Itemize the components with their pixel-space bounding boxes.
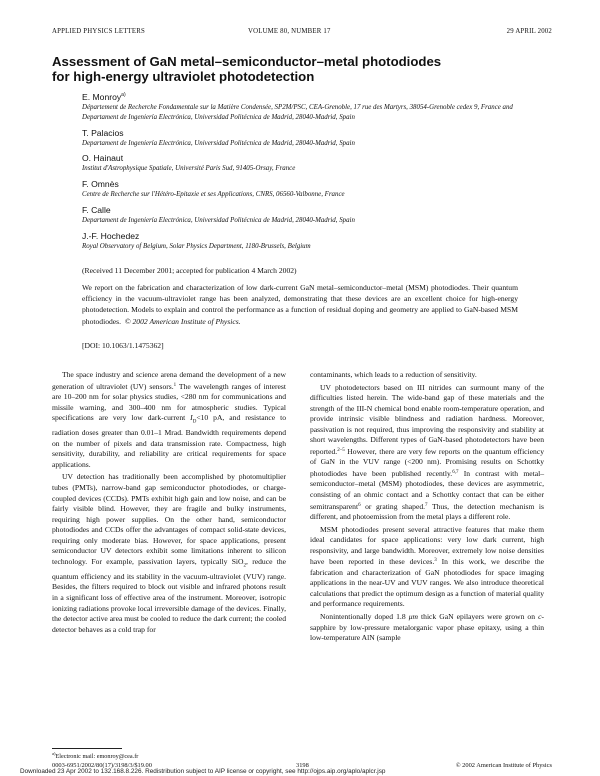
reference-mark: 2–5 xyxy=(337,447,345,453)
received-dates: (Received 11 December 2001; accepted for publication 4 March 2002) xyxy=(82,266,297,275)
footnote: $^{a)}$Electronic mail: emonroy@cea.fr xyxy=(52,751,139,760)
author-footnote-mark: a) xyxy=(121,92,126,98)
issue-date: 29 APRIL 2002 xyxy=(506,28,552,35)
author-name: J.-F. Hochedez xyxy=(82,230,140,241)
volume-number: VOLUME 80, NUMBER 17 xyxy=(248,28,331,35)
download-notice[interactable]: Downloaded 23 Apr 2002 to 132.168.8.226. Redistribution subject to AIP license or copyright, see http://ojps.aip.org/aplo/aplcr.jsp xyxy=(20,768,386,775)
author-list xyxy=(82,89,522,256)
journal-name: APPLIED PHYSICS LETTERS xyxy=(52,28,145,35)
body-paragraph: UV detection has traditionally been accomplished by photomultiplier tubes (PMTs), narrow-band gap semiconductor photodiodes, or charge-coupled devices (CCDs). PMTs exhibit high gain and low noise, and can be fairly visible blind. However, they are fragile and bulky instruments, requiring high power supplies. On the other hand, semiconductor photodiodes and CCDs offer the advantages of compact solid-state devices, requiring only moderate bias. However, for space applications, present semiconductor UV detectors exhibit some limitations inherent to silicon technology. For example, passivation layers, typically SiO$_2$, reduce the quantum efficiency and its stability in the vacuum-ultraviolet (VUV) range. Besides, the filters required to block out visible and infrared photons result in a significant loss of effective area of the instrument. Moreover, isotropic ionizing radiations provoke local irreversible damage of the devices. Finally, the detector active area must be cooled to reduce the dark current; the cooled detector behaves as a cold trap for xyxy=(52,472,286,634)
running-head xyxy=(52,28,552,38)
abstract-copyright: © 2002 American Institute of Physics. xyxy=(124,316,241,326)
author-affiliation: Royal Observatory of Belgium, Solar Physics Department, 1180-Brussels, Belgium xyxy=(82,242,311,250)
reference-mark: 6 xyxy=(358,502,361,508)
author-affiliation: Institut d'Astrophysique Spatiale, Université Paris Sud, 91405-Orsay, France xyxy=(82,165,296,173)
author-affiliation: Département de Recherche Fondamentale sur la Matière Condensée, SP2M/PSC, CEA-Grenoble, 17 rue des Martyrs, 38054-Grenoble cedex 9, France and Departament de Ingeniería Electrónica, Universidad Politécnica de Madrid, 28040-Madrid, Spain xyxy=(82,104,513,121)
author-block xyxy=(82,204,522,226)
title-line-2: for high-energy ultraviolet photodetection xyxy=(52,69,315,84)
footnote-divider xyxy=(52,748,122,749)
reference-mark: 3 xyxy=(434,558,437,564)
body-column-left xyxy=(52,370,286,635)
author-block xyxy=(82,127,522,149)
article-code: 0003-6951/2002/80(17)/3198/3/$19.00 xyxy=(52,762,152,769)
author-name: F. Calle xyxy=(82,204,111,215)
footnote-email[interactable]: Electronic mail: emonroy@cea.fr xyxy=(55,753,139,760)
author-block xyxy=(82,89,522,123)
author-affiliation: Departament de Ingeniería Electrónica, Universidad Politécnica de Madrid, 28040-Madrid, Spain xyxy=(82,139,355,147)
author-affiliation: Departament de Ingeniería Electrónica, Universidad Politécnica de Madrid, 28040-Madrid, Spain xyxy=(82,216,355,224)
author-name: F. Omnès xyxy=(82,179,119,190)
author-name: T. Palacios xyxy=(82,127,124,138)
abstract xyxy=(82,282,518,327)
body-column-right xyxy=(310,370,544,644)
footer-copyright: © 2002 American Institute of Physics xyxy=(455,762,552,769)
author-name: E. Monroy$^{a)}$ xyxy=(82,92,126,102)
article-title xyxy=(52,54,552,84)
reference-mark: 7 xyxy=(425,502,428,508)
page-number: 3198 xyxy=(296,762,309,769)
body-paragraph: contaminants, which leads to a reduction of sensitivity. xyxy=(310,370,477,379)
author-block xyxy=(82,152,522,174)
abstract-text: We report on the fabrication and characterization of low dark-current GaN metal–semiconductor–metal (MSM) photodiodes. Their quantum efficiency in the vacuum-ultraviolet range has been analyzed, demonstrating that these devices are an excellent choice for high-energy photodetection. Models to explain and control the performance as a function of residual doping and geometry are applied to GaN-based MSM photodiodes. xyxy=(82,283,518,326)
body-paragraph: Nonintentionally doped 1.8 μm thick GaN epilayers were grown on c-sapphire by low-pressure metalorganic vapor phase epitaxy, using a thin low-temperature AlN (sample xyxy=(310,612,544,643)
title-line-1: Assessment of GaN metal–semiconductor–metal photodiodes xyxy=(52,54,442,69)
author-affiliation: Centre de Recherche sur l'Hétéro-Epitaxie et ses Applications, CNRS, 06560-Valbonne, France xyxy=(82,191,345,199)
author-name: O. Hainaut xyxy=(82,153,124,164)
doi: [DOI: 10.1063/1.1475362] xyxy=(82,341,164,350)
reference-mark: 6,7 xyxy=(452,469,459,475)
body-paragraph: UV photodetectors based on III nitrides can surmount many of the difficulties listed herein. The wide-band gap of these materials and the strength of the III-N chemical bond enable room-temperature operation, and provide intrinsic visible blindness and radiation hardness. Moreover, passivation is not required, thus improving the responsivity and stability at short wavelengths. Different types of GaN-based photodetectors have been reported.$^{2-5}$ However, there are very few reports on the quantum efficiency of GaN in the VUV range (<200 nm). Promising results on Schottky photodiodes have been published recently.$^{6,7}$ In contrast with metal–semiconductor–metal (MSM) photodiodes, these devices are asymmetric, consisting of an ohmic contact and a Schottky contact that can be either semitransparent$^6$ or grating shaped.$^7$ Thus, the detection mechanism is different, and photoemission from the metal plays a different role. xyxy=(310,382,544,522)
author-block xyxy=(82,230,522,252)
body-paragraph: The space industry and science arena demand the development of a new generation of ultraviolet (UV) sensors.$^1$ The wavelength ranges of interest are 10–200 nm for solar physics studies, <280 nm for communications and missile warning, and 300–400 nm for atmospheric studies. Typical specifications are very low dark-current $I_D<10$ pA, and resistance to radiation doses greater than 0.01–1 Mrad. Bandwidth requirements depend on the number of pixels and data transmission rate. Compactness, high sensitivity, durability, and reliability are critical requirements for space applications. xyxy=(52,370,286,469)
reference-mark: 1 xyxy=(173,382,177,388)
author-block xyxy=(82,178,522,200)
body-paragraph: MSM photodiodes present several attractive features that make them ideal candidates for space applications: very low dark current, high responsivity, and large bandwidth. Moreover, extremely low noise densities have been reported in these devices.$^3$ In this work, we describe the fabrication and characterization of GaN photodiodes for space imaging applications in the near-UV and VUV ranges. We also introduce theoretical calculations that predict the optimum design as a function of material quality and performance requirements. xyxy=(310,524,545,609)
